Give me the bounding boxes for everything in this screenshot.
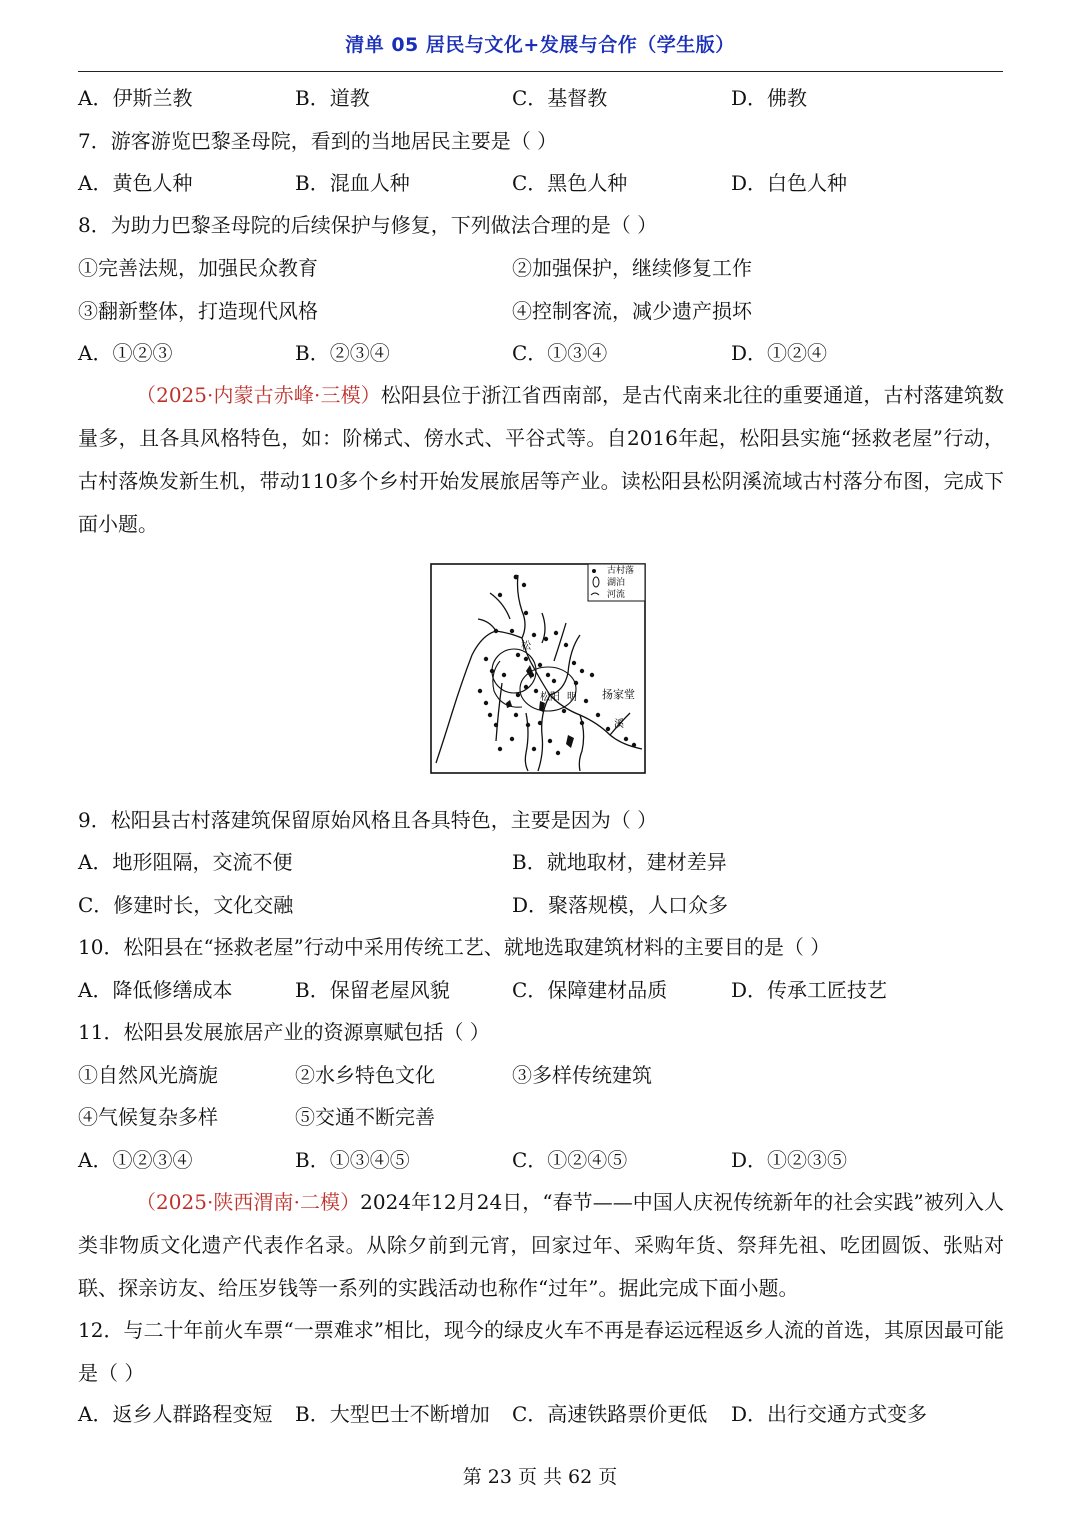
passage-songyang-source: （2025·内蒙古赤峰·三模） bbox=[136, 383, 381, 407]
q9-stem: 9．松阳县古村落建筑保留原始风格且各具特色，主要是因为（ ） bbox=[78, 808, 658, 832]
q11-option-c: C．①②④⑤ bbox=[512, 1148, 628, 1172]
q6-option-a: A．伊斯兰教 bbox=[78, 86, 193, 110]
q12-option-b: B．大型巴士不断增加 bbox=[295, 1402, 490, 1426]
q11-item-5: ⑤交通不断完善 bbox=[295, 1105, 435, 1129]
q10-stem: 10．松阳县在“拯救老屋”行动中采用传统工艺、就地选取建筑材料的主要目的是（ ） bbox=[78, 935, 831, 959]
q7-option-a: A．黄色人种 bbox=[78, 171, 193, 195]
q12-stem: 12．与二十年前火车票“一票难求”相比，现今的绿皮火车不再是春运远程返乡人流的首选，其原因最可能是（ ） bbox=[78, 1318, 1004, 1385]
page-header: 清单 05 居民与文化+发展与合作（学生版） bbox=[345, 34, 735, 56]
q7-option-c: C．黑色人种 bbox=[512, 171, 628, 195]
q11-item-4: ④气候复杂多样 bbox=[78, 1105, 218, 1129]
q11-option-d: D．①②③⑤ bbox=[731, 1148, 848, 1172]
passage-songyang-text: 松阳县位于浙江省西南部，是古代南来北往的重要通道，古村落建筑数量多，且各具风格特色，如：阶梯式、傍水式、平谷式等。自2016年起，松阳县实施“拯救老屋”行动，古村落焕发新生机，带动110多个乡村开始发展旅居等产业。读松阳县松阴溪流域古村落分布图，完成下面小题。 bbox=[78, 383, 1004, 536]
q10-option-a: A．降低修缮成本 bbox=[78, 978, 233, 1002]
q9-option-c: C．修建时长，文化交融 bbox=[78, 893, 294, 917]
q8-option-b: B．②③④ bbox=[295, 341, 390, 365]
q8-item-2: ②加强保护，继续修复工作 bbox=[512, 256, 752, 280]
passage-spring-festival-text: 2024年12月24日，“春节——中国人庆祝传统新年的社会实践”被列入人类非物质文化遗产代表作名录。从除夕前到元宵，回家过年、采购年货、祭拜先祖、吃团圆饭、张贴对联、探亲访友、给压岁钱等一系列的实践活动也称作“过年”。据此完成下面小题。 bbox=[78, 1190, 1004, 1300]
q11-option-b: B．①③④⑤ bbox=[295, 1148, 410, 1172]
q8-item-4: ④控制客流，减少遗产损坏 bbox=[512, 299, 752, 323]
q8-stem: 8．为助力巴黎圣母院的后续保护与修复，下列做法合理的是（ ） bbox=[78, 213, 658, 237]
page-footer: 第 23 页 共 62 页 bbox=[462, 1466, 618, 1488]
map-label-yangjiatang: 扬家堂 bbox=[602, 688, 635, 701]
q12-option-a: A．返乡人群路程变短 bbox=[78, 1402, 273, 1426]
q11-stem: 11．松阳县发展旅居产业的资源禀赋包括（ ） bbox=[78, 1020, 490, 1044]
legend-lake-label: 湖泊 bbox=[607, 578, 626, 588]
legend-village-label: 古村落 bbox=[607, 566, 635, 576]
q8-item-3: ③翻新整体，打造现代风格 bbox=[78, 299, 318, 323]
q7-stem: 7．游客游览巴黎圣母院，看到的当地居民主要是（ ） bbox=[78, 129, 558, 153]
q11-item-3: ③多样传统建筑 bbox=[512, 1063, 652, 1087]
q7-option-d: D．白色人种 bbox=[731, 171, 848, 195]
q8-option-c: C．①③④ bbox=[512, 341, 608, 365]
map-label-center: 松阳 bbox=[540, 692, 560, 703]
q8-item-1: ①完善法规，加强民众教育 bbox=[78, 256, 318, 280]
q10-option-d: D．传承工匠技艺 bbox=[731, 978, 888, 1002]
q8-option-d: D．①②④ bbox=[731, 341, 828, 365]
q11-option-a: A．①②③④ bbox=[78, 1148, 193, 1172]
legend-village-icon bbox=[592, 569, 596, 573]
q9-option-d: D．聚落规模，人口众多 bbox=[512, 893, 729, 917]
q6-option-c: C．基督教 bbox=[512, 86, 608, 110]
songyang-village-map bbox=[430, 563, 646, 774]
passage-songyang bbox=[78, 374, 1004, 546]
q11-item-2: ②水乡特色文化 bbox=[295, 1063, 435, 1087]
q7-option-b: B．混血人种 bbox=[295, 171, 410, 195]
passage-spring-festival bbox=[78, 1181, 1004, 1310]
passage-spring-festival-source: （2025·陕西渭南·二模） bbox=[136, 1190, 361, 1214]
q6-option-b: B．道教 bbox=[295, 86, 370, 110]
map-label-song: 松 bbox=[521, 641, 531, 652]
q9-option-b: B．就地取材，建材差异 bbox=[512, 850, 727, 874]
map-label-ming: 明 bbox=[567, 692, 577, 703]
q9-option-a: A．地形阻隔，交流不便 bbox=[78, 850, 293, 874]
q6-option-d: D．佛教 bbox=[731, 86, 808, 110]
q10-option-b: B．保留老屋风貌 bbox=[295, 978, 450, 1002]
q12-option-c: C．高速铁路票价更低 bbox=[512, 1402, 708, 1426]
legend-river-label: 河流 bbox=[607, 590, 626, 600]
map-label-xi: 溪 bbox=[614, 719, 624, 730]
q11-item-1: ①自然风光旖旎 bbox=[78, 1063, 218, 1087]
header-rule bbox=[78, 71, 1003, 72]
q10-option-c: C．保障建材品质 bbox=[512, 978, 668, 1002]
q8-option-a: A．①②③ bbox=[78, 341, 173, 365]
q12-option-d: D．出行交通方式变多 bbox=[731, 1402, 928, 1426]
